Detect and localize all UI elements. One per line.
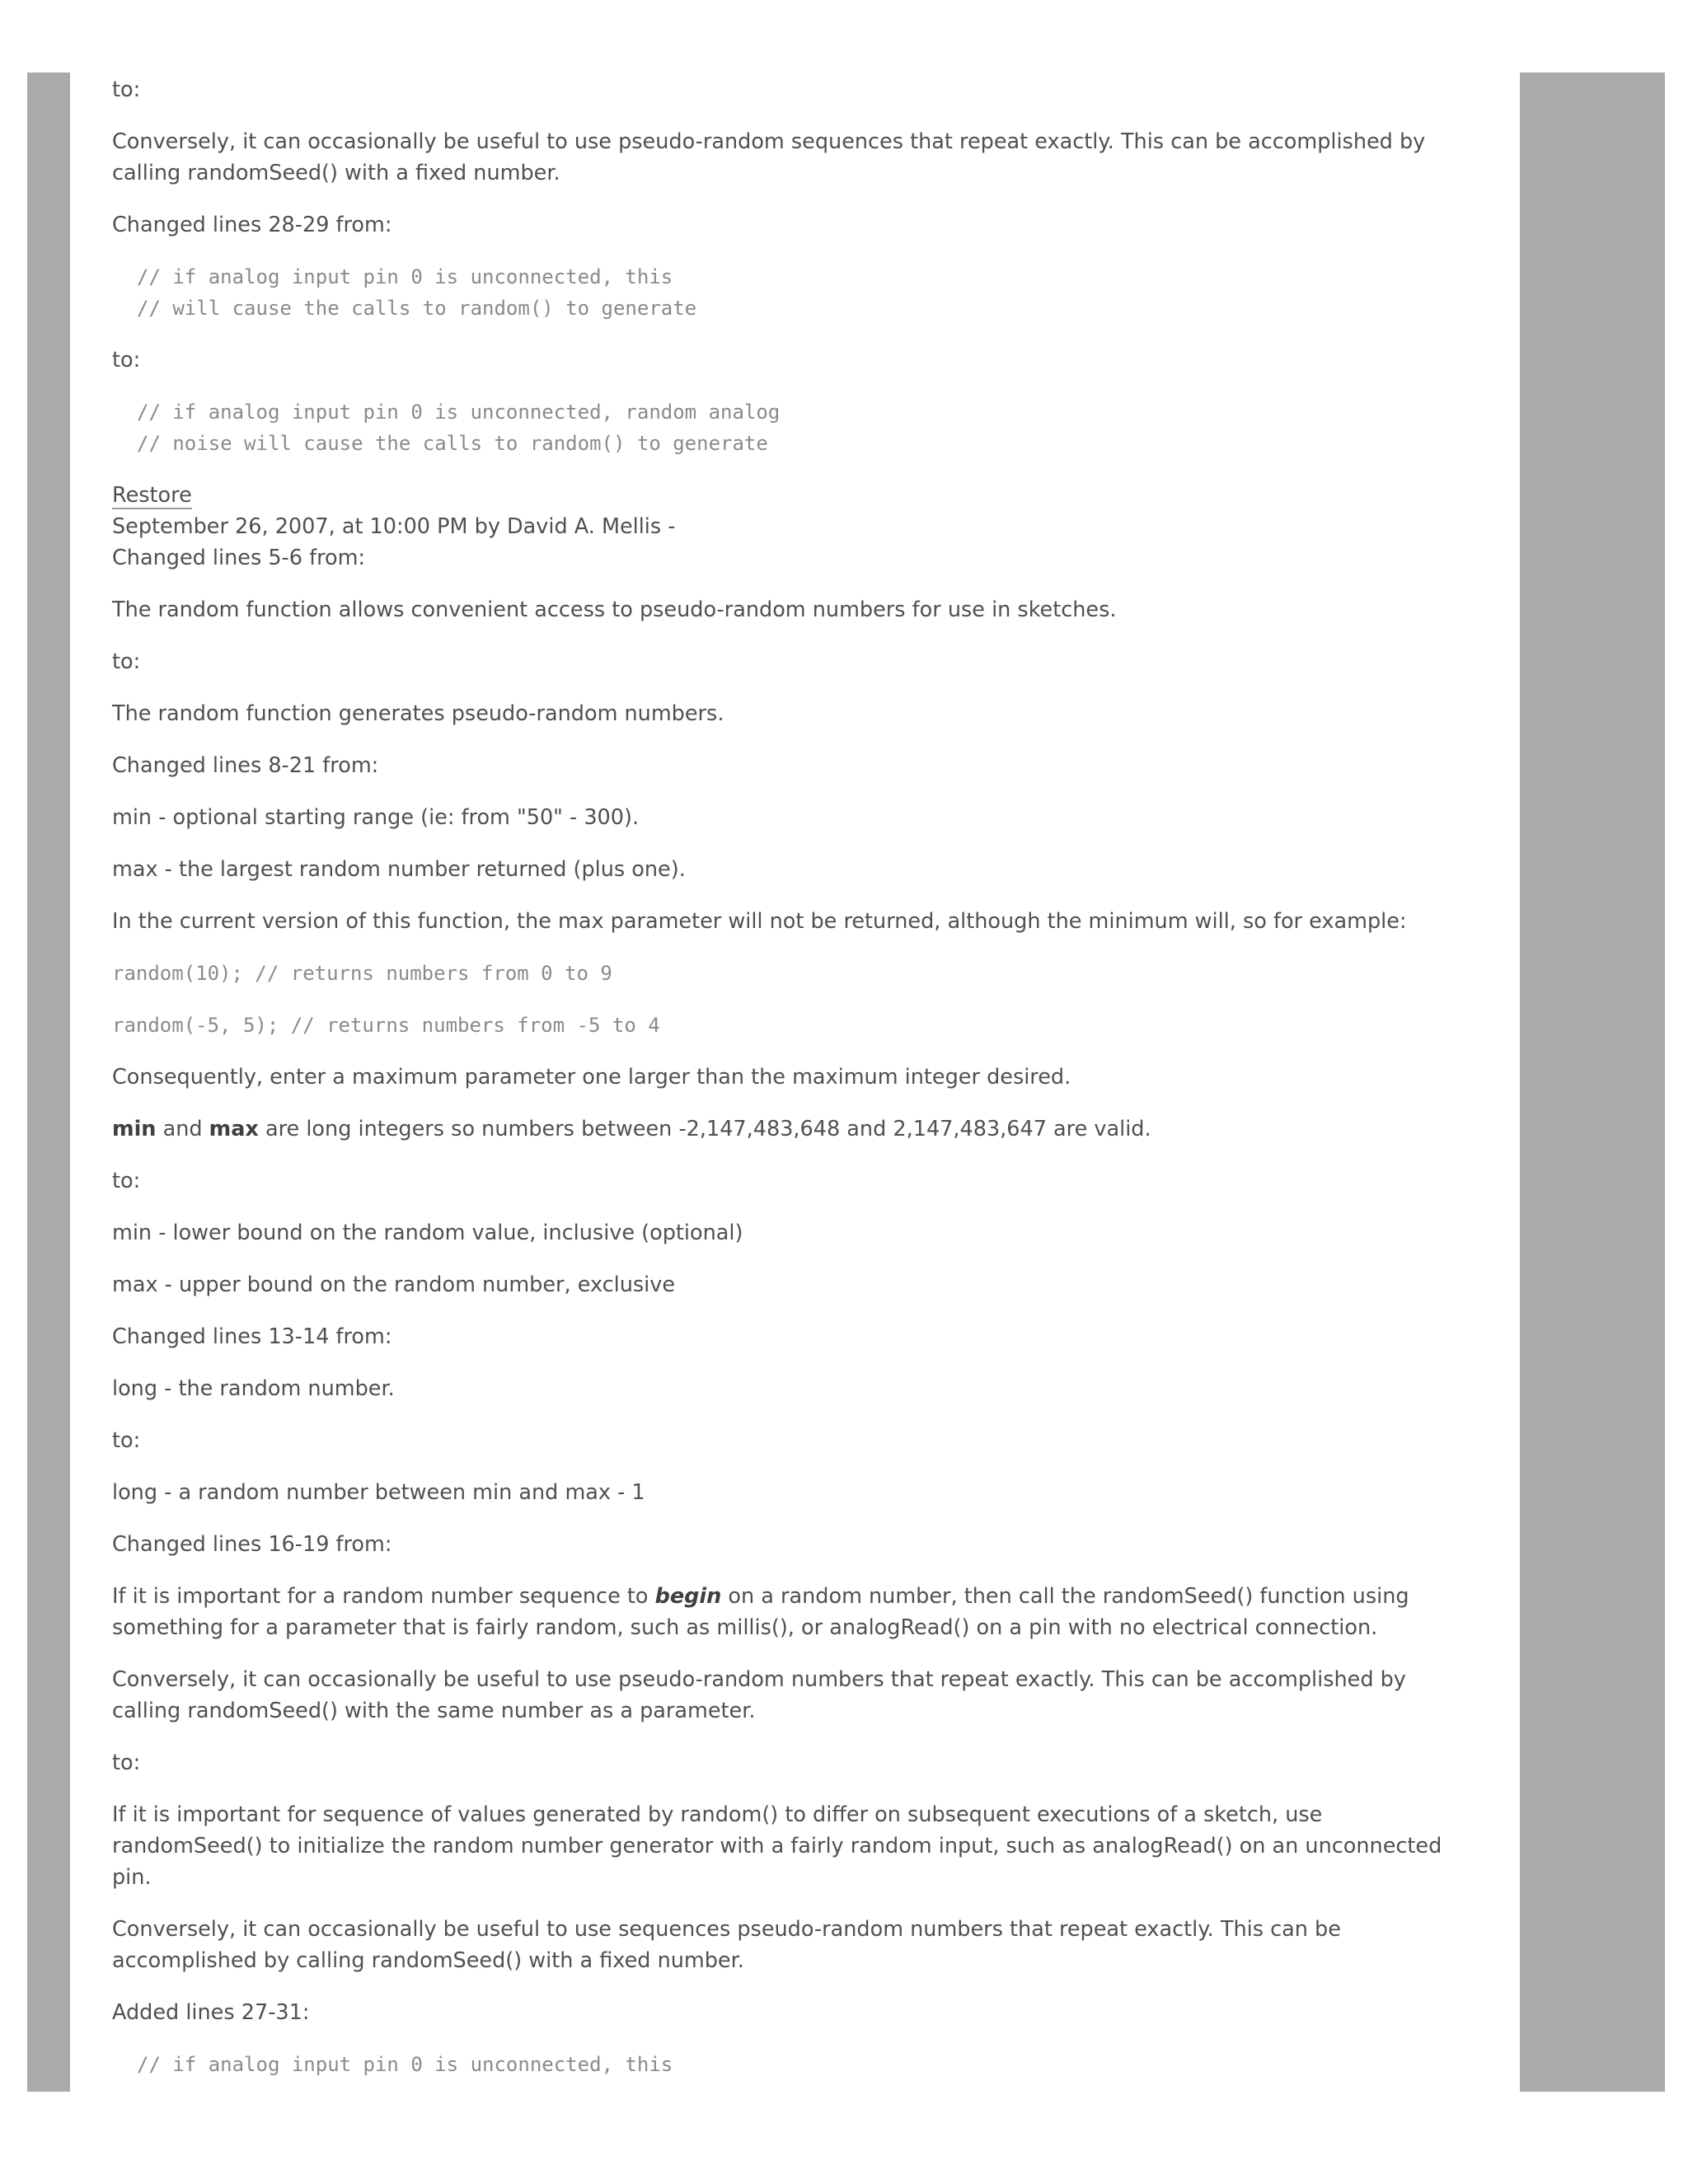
text-run: are long integers so numbers between -2,147,483,648 and 2,147,483,647 are valid. bbox=[258, 1117, 1151, 1141]
emphasis-term: begin bbox=[654, 1584, 722, 1609]
paragraph: Conversely, it can occasionally be useful to use sequences pseudo-random numbers that repeat exactly. This can be accomplished by calling randomSeed() with a fixed number. bbox=[112, 1917, 1341, 1973]
inline-code: random(-5, 5); // returns numbers from -5 to 4 bbox=[112, 1014, 660, 1037]
revision-line: September 26, 2007, at 10:00 PM by David A. Mellis - bbox=[112, 514, 676, 539]
paragraph: min - optional starting range (ie: from "50" - 300). bbox=[112, 805, 640, 830]
paragraph: Consequently, enter a maximum parameter one larger than the maximum integer desired. bbox=[112, 1065, 1071, 1090]
diff-header: Added lines 27-31: bbox=[112, 2000, 310, 2025]
to-label: to: bbox=[112, 1750, 141, 1775]
text-run: on a random number, then call the randomSeed() function using something for a parameter that is fairly random, such as millis(), or analogRead() on a pin with no electrical connection. bbox=[112, 1584, 1409, 1640]
restore-row bbox=[112, 480, 1472, 511]
to-label: to: bbox=[112, 77, 141, 102]
to-label: to: bbox=[112, 649, 141, 674]
diff-header: Changed lines 8-21 from: bbox=[112, 753, 379, 778]
paragraph: max - upper bound on the random number, exclusive bbox=[112, 1272, 676, 1297]
to-label: to: bbox=[112, 1428, 141, 1453]
paragraph: max - the largest random number returned (plus one). bbox=[112, 857, 686, 882]
code-line: // if analog input pin 0 is unconnected, this bbox=[137, 265, 673, 288]
inline-code: random(10); // returns numbers from 0 to 9 bbox=[112, 962, 612, 985]
paragraph bbox=[112, 1581, 1472, 1643]
code-line: // noise will cause the calls to random() to generate bbox=[137, 432, 768, 455]
paragraph: If it is important for sequence of values generated by random() to differ on subsequent executions of a sketch, use randomSeed() to initialize the random number generator with a fairly random input, such as analogRead() on an unconnected pin. bbox=[112, 1802, 1442, 1890]
paragraph: In the current version of this function, the max parameter will not be returned, although the minimum will, so for example: bbox=[112, 909, 1407, 934]
code-line: // if analog input pin 0 is unconnected, this bbox=[137, 2053, 673, 2076]
page-history-content bbox=[112, 74, 1472, 2101]
paragraph: The random function allows convenient access to pseudo-random numbers for use in sketches. bbox=[112, 598, 1117, 622]
restore-link[interactable]: Restore bbox=[112, 483, 192, 508]
code-example bbox=[112, 1010, 1472, 1041]
code-example bbox=[112, 958, 1472, 989]
paragraph: min - lower bound on the random value, inclusive (optional) bbox=[112, 1221, 743, 1245]
bold-term: min bbox=[112, 1117, 157, 1141]
diff-header: Changed lines 13-14 from: bbox=[112, 1324, 392, 1349]
text-run: and bbox=[156, 1117, 209, 1141]
to-label: to: bbox=[112, 348, 141, 373]
text-run: If it is important for a random number sequence to bbox=[112, 1584, 655, 1609]
paragraph: The random function generates pseudo-random numbers. bbox=[112, 701, 724, 726]
code-line: // if analog input pin 0 is unconnected, random analog bbox=[137, 401, 781, 424]
code-line: // will cause the calls to random() to generate bbox=[137, 297, 697, 320]
paragraph bbox=[112, 1113, 1472, 1145]
paragraph: Conversely, it can occasionally be useful to use pseudo-random numbers that repeat exactly. This can be accomplished by calling randomSeed() with the same number as a parameter. bbox=[112, 1667, 1406, 1723]
left-sidebar-bar bbox=[27, 73, 70, 2092]
to-label: to: bbox=[112, 1169, 141, 1193]
paragraph: long - the random number. bbox=[112, 1376, 395, 1401]
right-sidebar-bar bbox=[1520, 73, 1665, 2092]
code-block bbox=[137, 2049, 1472, 2080]
paragraph: Conversely, it can occasionally be useful to use pseudo-random sequences that repeat exactly. This can be accomplished by calling randomSeed() with a fixed number. bbox=[112, 129, 1426, 185]
diff-header: Changed lines 5-6 from: bbox=[112, 546, 366, 570]
diff-header: Changed lines 28-29 from: bbox=[112, 213, 392, 237]
code-block bbox=[137, 261, 1472, 324]
diff-header: Changed lines 16-19 from: bbox=[112, 1532, 392, 1557]
paragraph: long - a random number between min and max - 1 bbox=[112, 1480, 645, 1505]
bold-term: max bbox=[209, 1117, 259, 1141]
code-block bbox=[137, 396, 1472, 459]
